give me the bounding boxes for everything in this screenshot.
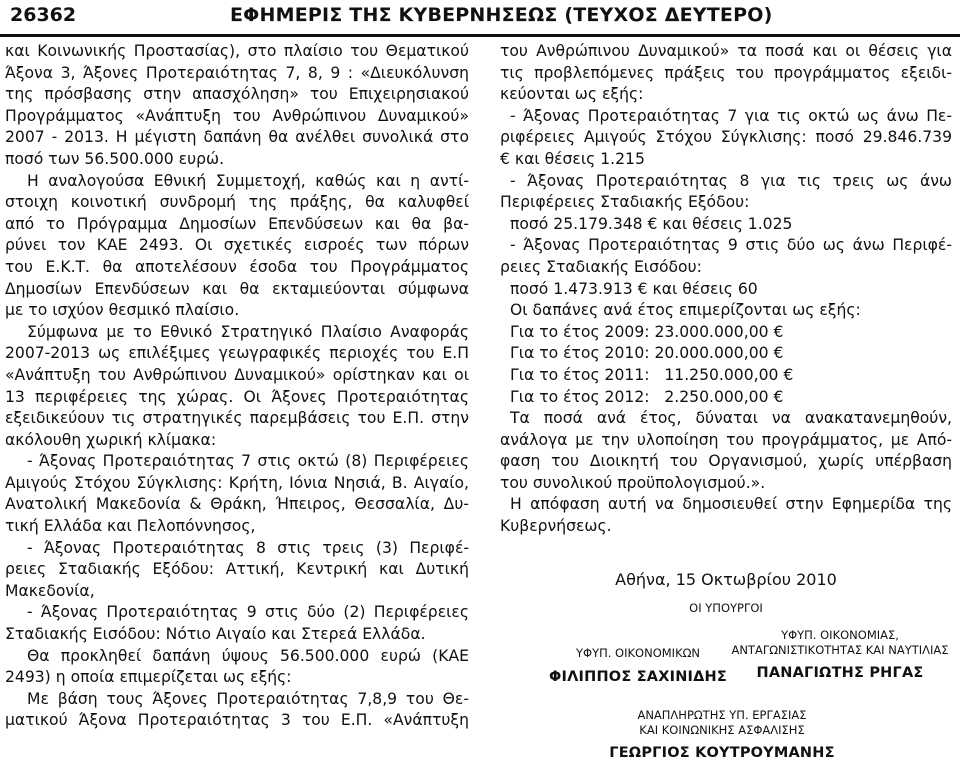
signatory-role: ΑΝΑΠΛΗΡΩΤΗΣ ΥΠ. ΕΡΓΑΣΙΑΣ (637, 708, 807, 722)
signatory-alternate-labour (592, 708, 852, 761)
text-line: εξειδικεύουν τις στρατηγικές παρεμβάσεις του Ε.Π. στην (5, 409, 469, 428)
signatory-name: ΠΑΝΑΓΙΩΤΗΣ ΡΗΓΑΣ (756, 665, 924, 681)
left-column (5, 41, 469, 732)
text-line: - Άξονας Προτεραιότητας 9 στις δύο (2) Περιφέρειες (27, 603, 469, 622)
text-line: Προγράμματος «Ανάπτυξη του Ανθρώπινου Δυναμικού» (5, 106, 469, 125)
text-line: - Άξονας Προτεραιότητας 7 στις οκτώ (8) Περιφέρειες (27, 452, 469, 471)
text-line: Αμιγούς Στόχου Σύγκλισης: Κρήτη, Ιόνια Νησιά, Β. Αιγαίο, (5, 473, 469, 492)
signatory-name: ΦΙΛΙΠΠΟΣ ΣΑΧΙΝΙΔΗΣ (549, 668, 727, 685)
text-line: με το ισχύον θεσμικό πλαίσιο. (5, 301, 240, 320)
text-line: φαση του Διοικητή του Οργανισμού, χωρίς υπέρβαση (500, 452, 952, 471)
text-line: Η απόφαση αυτή να δημοσιευθεί στην Εφημερίδα της (510, 495, 952, 514)
paragraph (5, 624, 469, 646)
paragraph (5, 41, 469, 171)
text-line: 13 περιφέρειες της χώρας. Οι Άξονες Προτεραιότητας (5, 387, 469, 406)
text-line: Για το έτος 2012: 2.250.000,00 € (510, 387, 784, 406)
text-line: € και θέσεις 1.215 (500, 149, 645, 168)
page-number: 26362 (10, 4, 77, 26)
text-line: - Άξονας Προτεραιότητας 8 για τις τρεις ως άνω (510, 171, 952, 190)
text-line: του Ε.Κ.Τ. θα αποτελέσουν έσοδα του Προγράμματος (5, 257, 469, 276)
paragraph (500, 127, 952, 170)
text-line: στοιχη κοινοτική συνδρομή της πράξης, θα καλυφθεί (5, 193, 469, 212)
text-line: - Άξονας Προτεραιότητας 8 στις τρεις (3) Περιφέ- (27, 538, 469, 557)
text-line: ρειες Σταδιακής Εισόδου: (500, 257, 702, 276)
paragraph (500, 408, 952, 430)
text-line: Σύμφωνα με το Εθνικό Στρατηγικό Πλαίσιο Αναφοράς (27, 322, 469, 341)
text-line: Άξονα 3, Άξονες Προτεραιότητας 7, 8, 9 : «Διευκόλυνση (5, 63, 469, 82)
ministers-heading: ΟΙ ΥΠΟΥΡΓΟΙ (689, 601, 763, 615)
paragraph (5, 192, 469, 322)
text-line: τική Ελλάδα και Πελοπόννησος, (5, 517, 256, 536)
text-line: κεύονται ως εξής: (500, 85, 644, 104)
paragraph (500, 192, 952, 214)
gazette-title: ΕΦΗΜΕΡΙΣ ΤΗΣ ΚΥΒΕΡΝΗΣΕΩΣ (ΤΕΥΧΟΣ ΔΕΥΤΕΡΟ) (230, 4, 773, 26)
text-line: Σταδιακής Εισόδου: Νότιο Αιγαίο και Στερεά Ελλάδα. (5, 625, 426, 644)
text-line: ματικού Άξονα Προτεραιότητας 3 του Ε.Π. «Ανάπτυξη (5, 711, 469, 730)
paragraph (5, 322, 469, 344)
paragraph (5, 473, 469, 538)
paragraph (500, 430, 952, 495)
text-line: Θα προκληθεί δαπάνη ύψους 56.500.000 ευρώ (ΚΑΕ (27, 646, 469, 665)
paragraph (500, 516, 952, 538)
text-line: τις προβλεπόμενες πράξεις του προγράμματος εξειδι- (500, 63, 952, 82)
signature-block (500, 570, 952, 760)
paragraph (5, 538, 469, 560)
page-header (0, 0, 960, 36)
signatory-role: ΥΦΥΠ. ΟΙΚΟΝΟΜΙΚΩΝ (576, 646, 700, 660)
signatory-deputy-economy (722, 628, 958, 681)
text-line: Με βάση τους Άξονες Προτεραιότητας 7,8,9 του Θε- (27, 689, 469, 708)
paragraph (5, 667, 469, 689)
text-line: Για το έτος 2011: 11.250.000,00 € (510, 365, 794, 384)
paragraph (500, 214, 952, 257)
paragraph (5, 646, 469, 668)
paragraph (500, 41, 952, 106)
paragraph (5, 559, 469, 602)
signatory-role: ΑΝΤΑΓΩΝΙΣΤΙΚΟΤΗΤΑΣ ΚΑΙ ΝΑΥΤΙΛΙΑΣ (731, 642, 949, 657)
text-line: του συνολικού προϋπολογισμού.». (500, 473, 766, 492)
text-line: Ανατολική Μακεδονία & Θράκη, Ήπειρος, Θεσσαλία, Δυ- (5, 495, 469, 514)
paragraph (5, 710, 469, 732)
text-line: - Άξονας Προτεραιότητας 9 στις δύο ως άνω Περιφέ- (510, 236, 952, 255)
text-line: - Άξονας Προτεραιότητας 7 για τις οκτώ ως άνω Πε- (510, 106, 952, 125)
paragraph (5, 602, 469, 624)
text-line: «Ανάπτυξη του Ανθρώπινου Δυναμικού» ορίστηκαν και οι (5, 365, 469, 384)
text-line: ποσό 25.179.348 € και θέσεις 1.025 (510, 214, 793, 233)
header-rule (0, 34, 960, 37)
text-line: ρύνει τον ΚΑΕ 2493. Οι σχετικές εισροές των πόρων (5, 236, 469, 255)
paragraph (5, 171, 469, 193)
text-line: ανάλογα με την υλοποίηση του προγράμματος, με Από- (500, 430, 952, 449)
text-line: Κυβερνήσεως. (500, 517, 612, 536)
text-line: Για το έτος 2009: 23.000.000,00 € (510, 322, 784, 341)
paragraph (5, 689, 469, 711)
signing-date: Αθήνα, 15 Οκτωβρίου 2010 (615, 570, 837, 589)
paragraph (500, 322, 952, 408)
text-line: Δημοσίων Επενδύσεων και θα εκταμιεύονται σύμφωνα (5, 279, 469, 298)
paragraph (500, 106, 952, 128)
paragraph (500, 494, 952, 516)
text-line: ρειες Σταδιακής Εξόδου: Αττική, Κεντρική και Δυτική (5, 560, 469, 579)
text-line: και Κοινωνικής Προστασίας), στο πλαίσιο του Θεματικού (5, 42, 469, 60)
text-line: 2007 - 2013. Η μέγιστη δαπάνη θα ανέλθει συνολικά στο (5, 128, 469, 147)
text-line: Περιφέρειες Σταδιακής Εξόδου: (500, 193, 750, 212)
right-column (500, 41, 952, 538)
signatory-role: ΚΑΙ ΚΟΙΝΩΝΙΚΗΣ ΑΣΦΑΛΙΣΗΣ (639, 722, 805, 737)
signatory-deputy-finance (548, 646, 728, 685)
text-line: Οι δαπάνες ανά έτος επιμερίζονται ως εξής: (510, 301, 861, 320)
signatory-name: ΓΕΩΡΓΙΟΣ ΚΟΥΤΡΟΥΜΑΝΗΣ (609, 745, 835, 761)
text-line: 2493) η οποία επιμερίζεται ως εξής: (5, 668, 292, 687)
text-line: 2007-2013 ως επιλέξιμες γεωγραφικές περιοχές του Ε.Π (5, 344, 469, 363)
text-line: της πρόσβασης στην απασχόληση» του Επιχειρησιακού (5, 85, 469, 104)
paragraph (5, 451, 469, 473)
text-line: του Ανθρώπινου Δυναμικού» τα ποσά και οι θέσεις για (500, 42, 952, 60)
text-line: Τα ποσά ανά έτος, δύναται να ανακατανεμηθούν, (510, 409, 952, 428)
text-line: από το Πρόγραμμα Δημοσίων Επενδύσεων και θα βα- (5, 214, 469, 233)
paragraph (500, 279, 952, 322)
paragraph (5, 343, 469, 451)
text-line: Μακεδονία, (5, 581, 95, 600)
paragraph (500, 257, 952, 279)
paragraph (500, 171, 952, 193)
signatory-role: ΥΦΥΠ. ΟΙΚΟΝΟΜΙΑΣ, (781, 628, 899, 642)
text-line: ακόλουθη χωρική κλίμακα: (5, 430, 217, 449)
text-line: Για το έτος 2010: 20.000.000,00 € (510, 344, 784, 363)
text-line: ποσό 1.473.913 € και θέσεις 60 (510, 279, 758, 298)
text-line: ποσό των 56.500.000 ευρώ. (5, 149, 225, 168)
text-line: ριφέρειες Αμιγούς Στόχου Σύγκλισης: ποσό 29.846.739 (500, 128, 952, 147)
text-line: Η αναλογούσα Εθνική Συμμετοχή, καθώς και η αντί- (27, 171, 469, 190)
